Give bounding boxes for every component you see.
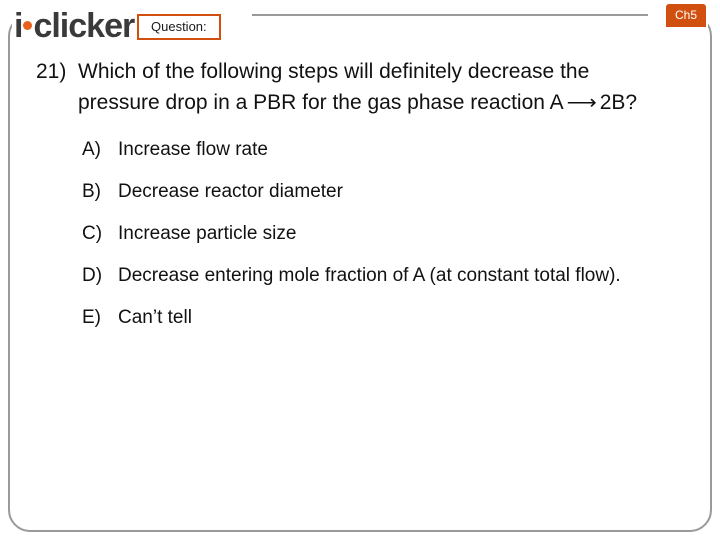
question-row (36, 56, 686, 118)
choice-list (82, 136, 686, 332)
choice-label: B) (82, 181, 101, 202)
choice-c[interactable] (82, 220, 686, 248)
choice-text: Increase flow rate (118, 139, 268, 160)
choice-text: Decrease entering mole fraction of A (at constant total flow). (118, 265, 621, 286)
arrow-glyph: ⟶ (566, 91, 597, 114)
chapter-tag: Ch5 (666, 4, 706, 27)
question-number: 21) (36, 60, 67, 83)
question-text (78, 56, 643, 118)
iclicker-logo (14, 8, 134, 44)
question-badge: Question: (137, 14, 221, 40)
choice-label: E) (82, 307, 101, 328)
choice-label: A) (82, 139, 101, 160)
choice-text: Decrease reactor diameter (118, 181, 343, 202)
choice-text: Increase particle size (118, 223, 297, 244)
logo-suffix: clicker (33, 7, 135, 45)
choice-a[interactable] (82, 136, 686, 164)
logo-prefix: i (14, 7, 23, 45)
orange-dot-icon (23, 21, 32, 30)
question-text-tail: 2B? (599, 91, 638, 114)
choice-b[interactable] (82, 178, 686, 206)
choice-label: D) (82, 265, 103, 286)
choice-d[interactable] (82, 262, 686, 290)
choice-text: Can’t tell (118, 307, 192, 328)
slide-content (36, 56, 686, 346)
choice-label: C) (82, 223, 103, 244)
choice-e[interactable] (82, 304, 686, 332)
question-text-main: Which of the following steps will definitely decrease the pressure drop in a PBR for the gas phase reaction A (78, 60, 590, 114)
